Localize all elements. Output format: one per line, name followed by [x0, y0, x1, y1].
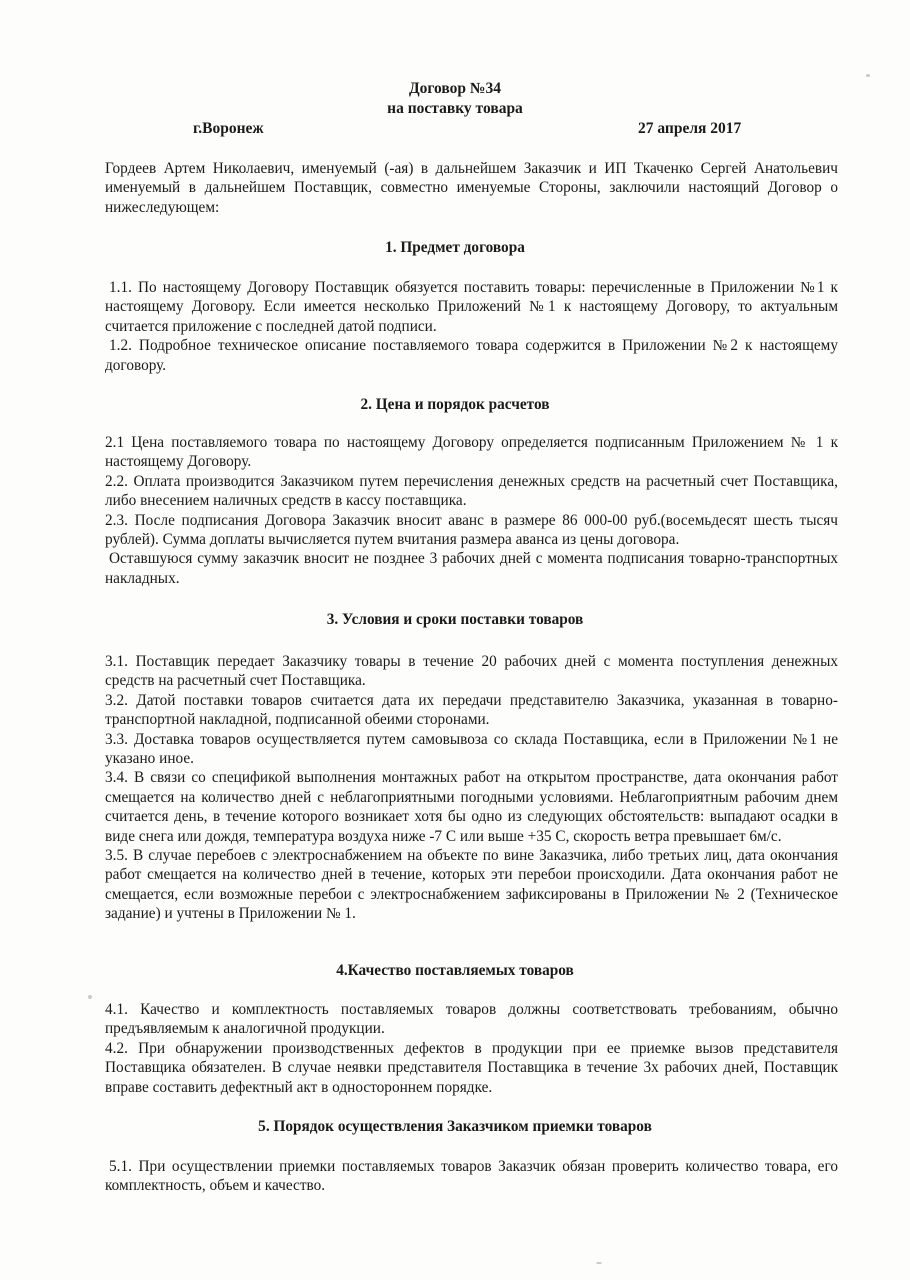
section-body-4	[105, 1000, 838, 1097]
section-body-2	[105, 433, 838, 588]
section-heading-1: 1. Предмет договора	[385, 239, 525, 256]
clause-3-1: 3.1. Поставщик передает Заказчику товары в течение 20 рабочих дней с момента поступления денежных средств на расчетный счет Поставщика.	[105, 653, 838, 690]
clause-2-3: 2.3. После подписания Договора Заказчик вносит аванс в размере 86 000-00 руб.(восемьдесят шесть тысяч рублей). Сумма доплаты вычисляется путем вчитания размера аванса из цены договора.	[105, 511, 838, 549]
scan-speck	[596, 1262, 602, 1264]
section-heading-3: 3. Условия и сроки поставки товаров	[326, 611, 584, 628]
clause-4-2: 4.2. При обнаружении производственных дефектов в продукции при ее приемке вызов представителя Поставщика обязателен. В случае неявки представителя Поставщика в течение 3х рабочих дней, Поставщик вправе составить дефектный акт в одностороннем порядке.	[105, 1039, 838, 1096]
document-subtitle: на поставку товара	[387, 100, 523, 117]
intro-paragraph	[105, 159, 838, 217]
section-body-1	[105, 278, 838, 375]
contract-city: г.Воронеж	[193, 120, 264, 137]
section-heading-5: 5. Порядок осуществления Заказчиком приемки товаров	[258, 1118, 652, 1135]
section-body-5	[105, 1157, 838, 1196]
contract-date: 27 апреля 2017	[638, 120, 742, 137]
clause-3-4: 3.4. В связи со спецификой выполнения монтажных работ на открытом пространстве, дата окончания работ смещается на количество дней с неблагоприятными погодными условиями. Неблагоприятным рабочим днем считается день, в течение которого возникает хотя бы одно из следующих обстоятельств: выпадают осадки в виде снега или дождя, температура воздуха ниже -7 С или выше +35 С, скорость ветра превышает 6м/с.	[105, 769, 838, 845]
section-body-3	[105, 652, 838, 924]
clause-1-2: 1.2. Подробное техническое описание поставляемого товара содержится в Приложении №2 к настоящему договору.	[105, 337, 838, 374]
clause-3-3: 3.3. Доставка товаров осуществляется путем самовывоза со склада Поставщика, если в Приложении №1 не указано иное.	[105, 730, 838, 768]
clause-2-2: 2.2. Оплата производится Заказчиком путем перечисления денежных средств на расчетный счет Поставщика, либо внесением наличных средств в кассу поставщика.	[105, 472, 838, 510]
section-heading-2: 2. Цена и порядок расчетов	[360, 396, 550, 413]
clause-3-5: 3.5. В случае перебоев с электроснабжением на объекте по вине Заказчика, либо третьих лиц, дата окончания работ смещается на количество дней в течение, которых эти перебои происходили. Дата окончания работ не смещается, если возможные перебои с электроснабжением зафиксированы в Приложении № 2 (Техническое задание) и учтены в Приложении № 1.	[105, 847, 838, 923]
intro-text: Гордеев Артем Николаевич, именуемый (-ая) в дальнейшем Заказчик и ИП Ткаченко Сергей Анатольевич именуемый в дальнейшем Поставщик, совместно именуемые Стороны, заключили настоящий Договор о нижеследующем:	[105, 160, 838, 216]
clause-5-1: 5.1. При осуществлении приемки поставляемых товаров Заказчик обязан проверить количество товара, его комплектность, объем и качество.	[105, 1158, 838, 1195]
clause-2-4: Оставшуюся сумму заказчик вносит не позднее 3 рабочих дней с момента подписания товарно-транспортных накладных.	[105, 550, 838, 587]
section-heading-4: 4.Качество поставляемых товаров	[336, 962, 574, 979]
clause-2-1: 2.1 Цена поставляемого товара по настоящему Договору определяется подписанным Приложением № 1 к настоящему Договору.	[105, 434, 838, 471]
document-title: Договор №34	[408, 80, 502, 97]
clause-3-2: 3.2. Датой поставки товаров считается дата их передачи представителю Заказчика, указанная в товарно-транспортной накладной, подписанной обеими сторонами.	[105, 691, 838, 729]
scan-speck	[866, 74, 870, 77]
clause-4-1: 4.1. Качество и комплектность поставляемых товаров должны соответствовать требованиям, обычно предъявляемым к аналогичной продукции.	[105, 1001, 838, 1038]
scan-speck	[88, 995, 92, 999]
clause-1-1: 1.1. По настоящему Договору Поставщик обязуется поставить товары: перечисленные в Приложении №1 к настоящему Договору. Если имеется несколько Приложений №1 к настоящему Договору, то актуальным считается приложение с последней датой подписи.	[105, 279, 838, 335]
